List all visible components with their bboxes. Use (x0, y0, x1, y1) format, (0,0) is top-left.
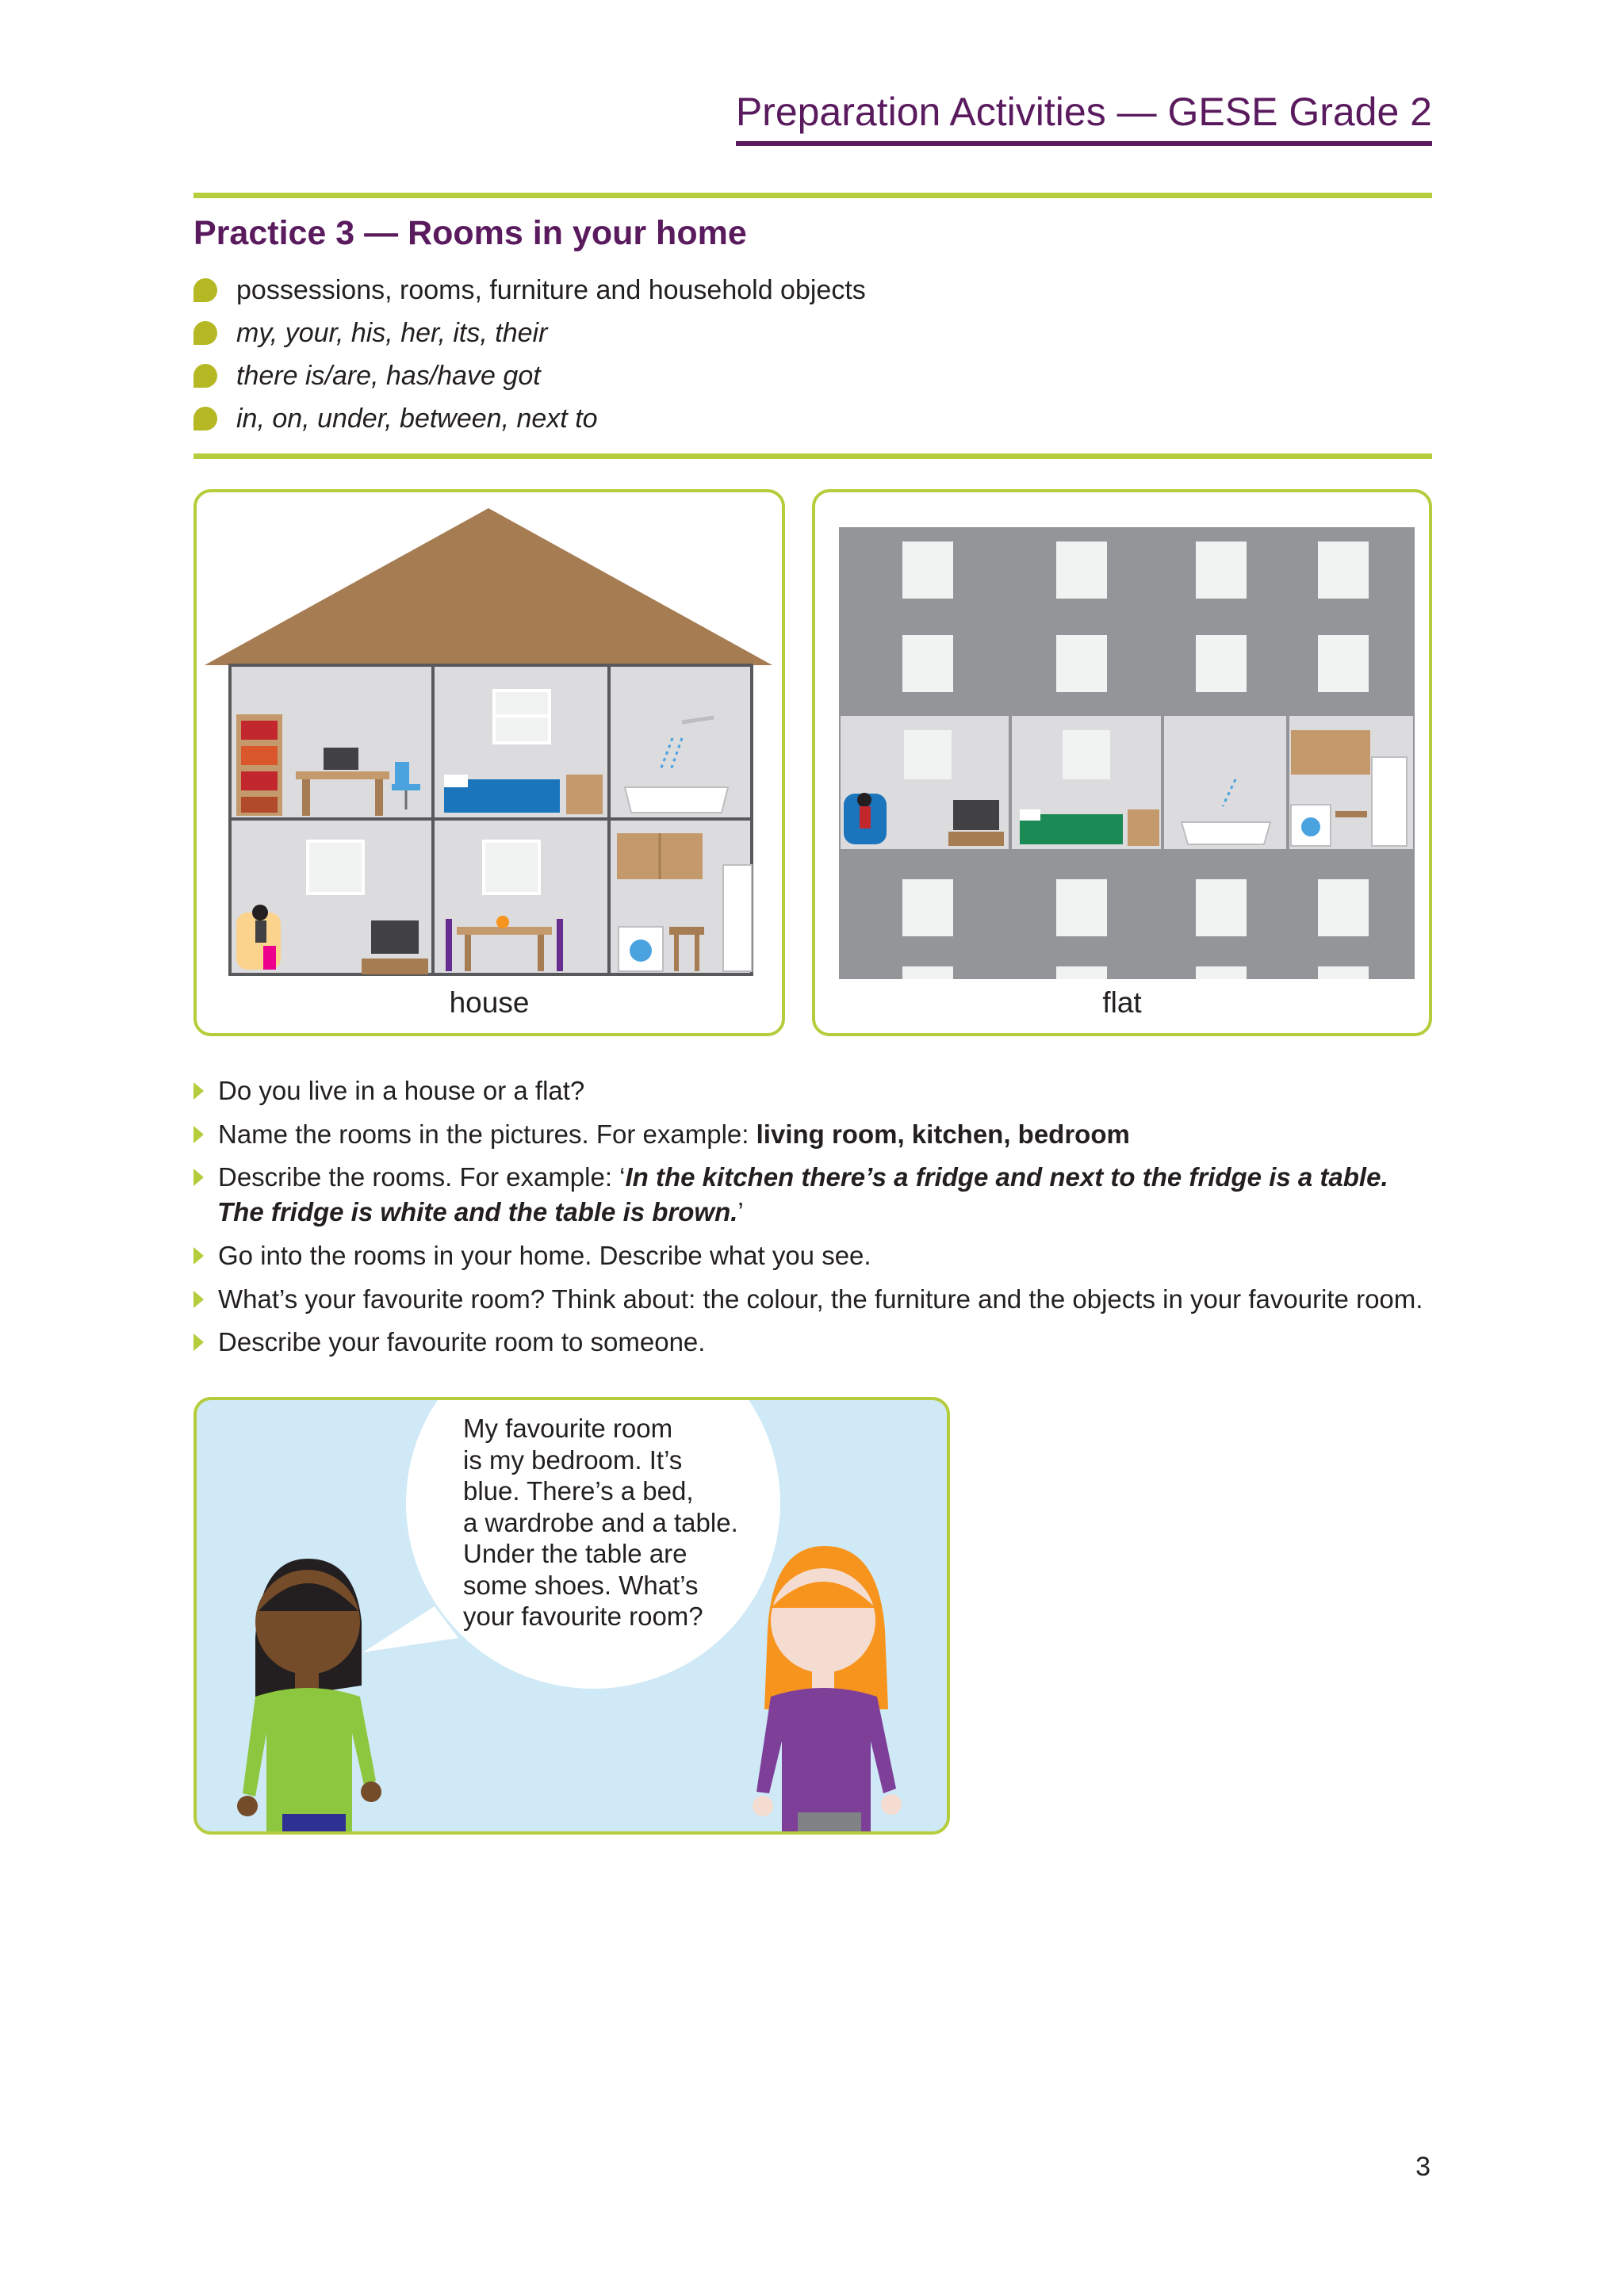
topic-text: there is/are, has/have got (236, 360, 541, 391)
flat-panel (812, 489, 1432, 1036)
bullet-icon (193, 321, 217, 345)
activity-item: Go into the rooms in your home. Describe what you see. (193, 1234, 871, 1277)
activity-item-continued: The fridge is white and the table is brown.’ (217, 1197, 744, 1226)
section-title: Practice 3 — Rooms in your home (193, 214, 747, 252)
activity-item: Name the rooms in the pictures. For example: living room, kitchen, bedroom (193, 1113, 1130, 1156)
topic-item (193, 357, 541, 395)
triangle-bullet-icon (193, 1291, 204, 1308)
bullet-icon (193, 364, 217, 388)
triangle-bullet-icon (193, 1126, 204, 1143)
bullet-icon (193, 407, 217, 430)
speech-bubble-text: My favourite room is my bedroom. It’s blue. There’s a bed, a wardrobe and a table. Under the table are some shoes. What’s your favourite room? (463, 1414, 738, 1631)
activity-item: Describe your favourite room to someone. (193, 1321, 705, 1364)
activity-item: Describe the rooms. For example: ‘In the kitchen there’s a fridge and next to the fridge is a table. (193, 1156, 1388, 1199)
triangle-bullet-icon (193, 1169, 204, 1186)
activity-item: Do you live in a house or a flat? (193, 1070, 584, 1112)
topic-item (193, 271, 866, 309)
flat-illustration (815, 492, 1429, 984)
person-right-body (756, 1688, 896, 1831)
page-header-title: Preparation Activities — GESE Grade 2 (736, 89, 1432, 146)
top-divider (193, 193, 1432, 198)
activity-item: What’s your favourite room? Think about: the colour, the furniture and the objects in your favourite room. (193, 1278, 1423, 1321)
bottom-divider (193, 453, 1432, 459)
dialogue-panel (193, 1397, 950, 1835)
topic-text: possessions, rooms, furniture and household objects (236, 274, 866, 305)
topic-text: my, your, his, her, its, their (236, 317, 548, 348)
house-illustration (197, 492, 782, 984)
topic-item (193, 400, 598, 438)
flat-label: flat (1102, 986, 1142, 1019)
bullet-icon (193, 278, 217, 302)
topic-text: in, on, under, between, next to (236, 403, 598, 434)
page-number: 3 (1415, 2152, 1431, 2182)
person-left-body (243, 1688, 376, 1831)
triangle-bullet-icon (193, 1334, 204, 1351)
triangle-bullet-icon (193, 1082, 204, 1100)
house-panel (193, 489, 785, 1036)
roof-shape (205, 508, 772, 665)
triangle-bullet-icon (193, 1247, 204, 1265)
house-label: house (449, 986, 530, 1019)
topic-item (193, 314, 547, 352)
